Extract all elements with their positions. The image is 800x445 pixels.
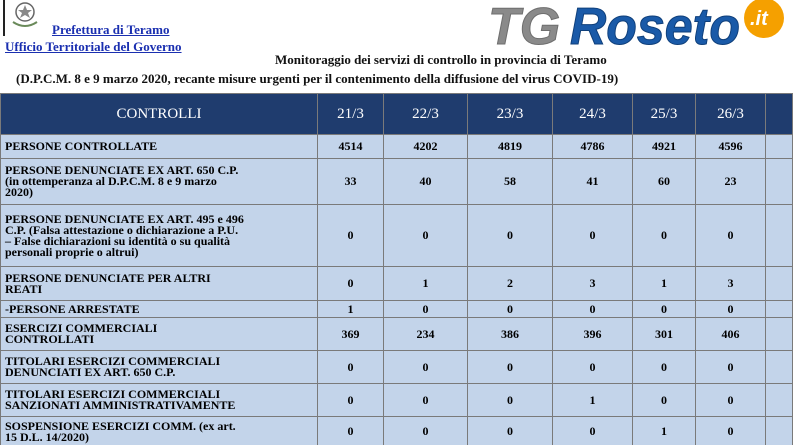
value-cell: 1	[384, 267, 468, 301]
column-header-date: 21/3	[318, 94, 384, 135]
value-cell: 369	[318, 318, 384, 351]
value-cell: 0	[696, 384, 766, 417]
row-label-line: TITOLARI ESERCIZI COMMERCIALI	[5, 354, 221, 368]
value-cell: 0	[384, 384, 468, 417]
row-label-line: TITOLARI ESERCIZI COMMERCIALI	[5, 387, 221, 401]
value-cell: 0	[318, 417, 384, 445]
table-header-row	[1, 94, 793, 135]
italian-emblem-icon	[3, 0, 45, 30]
value-cell: 4514	[318, 135, 384, 159]
table-row	[1, 205, 793, 267]
value-cell: 3	[696, 267, 766, 301]
value-cell: 0	[696, 301, 766, 318]
value-cell: 0	[318, 205, 384, 267]
row-label-line: personali proprie o altrui)	[5, 244, 139, 259]
row-label	[1, 318, 318, 351]
blank-cell	[766, 318, 793, 351]
logo-it-text: .it	[750, 8, 768, 30]
value-cell: 0	[553, 351, 633, 384]
blank-cell	[766, 135, 793, 159]
value-cell: 60	[633, 159, 696, 205]
value-cell: 0	[318, 384, 384, 417]
value-cell: 0	[633, 384, 696, 417]
value-cell: 386	[468, 318, 553, 351]
controls-table-wrapper	[0, 93, 800, 445]
row-label-line: 2020)	[5, 185, 33, 199]
value-cell: 0	[318, 351, 384, 384]
column-header-blank	[766, 94, 793, 135]
value-cell: 0	[633, 205, 696, 267]
value-cell: 2	[468, 267, 553, 301]
value-cell: 406	[696, 318, 766, 351]
logo-roseto-text: Roseto	[570, 0, 740, 52]
value-cell: 4786	[553, 135, 633, 159]
table-row	[1, 384, 793, 417]
table-row	[1, 267, 793, 301]
row-label	[1, 417, 318, 445]
row-label	[1, 159, 318, 205]
blank-cell	[766, 159, 793, 205]
row-label-line: SANZIONATI AMMINISTRATIVAMENTE	[5, 398, 236, 412]
value-cell: 0	[384, 205, 468, 267]
blank-cell	[766, 301, 793, 318]
column-header-date: 26/3	[696, 94, 766, 135]
row-label-line: -PERSONE ARRESTATE	[5, 301, 140, 316]
value-cell: 4819	[468, 135, 553, 159]
value-cell: 0	[553, 205, 633, 267]
report-subtitle: (D.P.C.M. 8 e 9 marzo 2020, recante misure urgenti per il contenimento della diffusione del virus COVID-19)	[16, 71, 619, 86]
blank-cell	[766, 417, 793, 445]
value-cell: 301	[633, 318, 696, 351]
value-cell: 0	[468, 384, 553, 417]
value-cell: 0	[696, 351, 766, 384]
value-cell: 1	[318, 301, 384, 318]
row-label-line: PERSONE CONTROLLATE	[5, 139, 158, 153]
value-cell: 0	[468, 351, 553, 384]
value-cell: 1	[633, 417, 696, 445]
value-cell: 58	[468, 159, 553, 205]
column-header-controlli: CONTROLLI	[1, 94, 318, 135]
row-label	[1, 384, 318, 417]
value-cell: 0	[318, 267, 384, 301]
value-cell: 4921	[633, 135, 696, 159]
value-cell: 0	[696, 417, 766, 445]
value-cell: 33	[318, 159, 384, 205]
table-row	[1, 159, 793, 205]
value-cell: 234	[384, 318, 468, 351]
value-cell: 0	[468, 417, 553, 445]
row-label	[1, 267, 318, 301]
row-label-line: – False dichiarazioni su identità o su qualità	[5, 233, 231, 248]
table-row	[1, 135, 793, 159]
row-label-line: SOSPENSIONE ESERCIZI COMM. (ex art.	[5, 418, 236, 433]
column-header-date: 23/3	[468, 94, 553, 135]
table-row	[1, 318, 793, 351]
logo-tg-text: TG	[488, 0, 561, 52]
value-cell: 0	[468, 301, 553, 318]
value-cell: 0	[384, 417, 468, 445]
row-label-line: ESERCIZI COMMERCIALI	[5, 321, 158, 335]
row-label-line: C.P. (Falsa attestazione o dichiarazione a P.U.	[5, 222, 239, 237]
row-label-line: CONTROLLATI	[5, 332, 95, 346]
blank-cell	[766, 205, 793, 267]
table-row	[1, 351, 793, 384]
row-label-line: REATI	[5, 281, 43, 296]
value-cell: 0	[553, 301, 633, 318]
row-label-line: DENUNCIATI EX ART. 650 C.P.	[5, 365, 176, 379]
value-cell: 3	[553, 267, 633, 301]
value-cell: 1	[553, 384, 633, 417]
row-label	[1, 301, 318, 318]
value-cell: 0	[468, 205, 553, 267]
report-title: Monitoraggio dei servizi di controllo in provincia di Teramo	[275, 52, 607, 67]
value-cell: 396	[553, 318, 633, 351]
blank-cell	[766, 267, 793, 301]
value-cell: 0	[696, 205, 766, 267]
tg-roseto-logo	[486, 0, 800, 52]
value-cell: 0	[633, 351, 696, 384]
value-cell: 41	[553, 159, 633, 205]
blank-cell	[766, 384, 793, 417]
value-cell: 0	[553, 417, 633, 445]
row-label	[1, 351, 318, 384]
ufficio-title: Ufficio Territoriale del Governo	[5, 39, 182, 54]
value-cell: 0	[384, 351, 468, 384]
row-label-line: (in ottemperanza al D.P.C.M. 8 e 9 marzo	[5, 174, 217, 188]
controls-table	[0, 93, 793, 445]
row-label-line: 15 D.L. 14/2020)	[5, 429, 89, 444]
row-label	[1, 135, 318, 159]
row-label-line: PERSONE DENUNCIATE EX ART. 495 e 496	[5, 211, 244, 226]
table-row	[1, 301, 793, 318]
value-cell: 0	[384, 301, 468, 318]
row-label	[1, 205, 318, 267]
value-cell: 23	[696, 159, 766, 205]
table-row	[1, 417, 793, 445]
prefettura-title: Prefettura di Teramo	[52, 22, 170, 37]
value-cell: 1	[633, 267, 696, 301]
column-header-date: 25/3	[633, 94, 696, 135]
row-label-line: PERSONE DENUNCIATE EX ART. 650 C.P.	[5, 163, 239, 177]
value-cell: 40	[384, 159, 468, 205]
column-header-date: 22/3	[384, 94, 468, 135]
value-cell: 4202	[384, 135, 468, 159]
column-header-date: 24/3	[553, 94, 633, 135]
value-cell: 0	[633, 301, 696, 318]
value-cell: 4596	[696, 135, 766, 159]
row-label-line: PERSONE DENUNCIATE PER ALTRI	[5, 270, 211, 285]
blank-cell	[766, 351, 793, 384]
